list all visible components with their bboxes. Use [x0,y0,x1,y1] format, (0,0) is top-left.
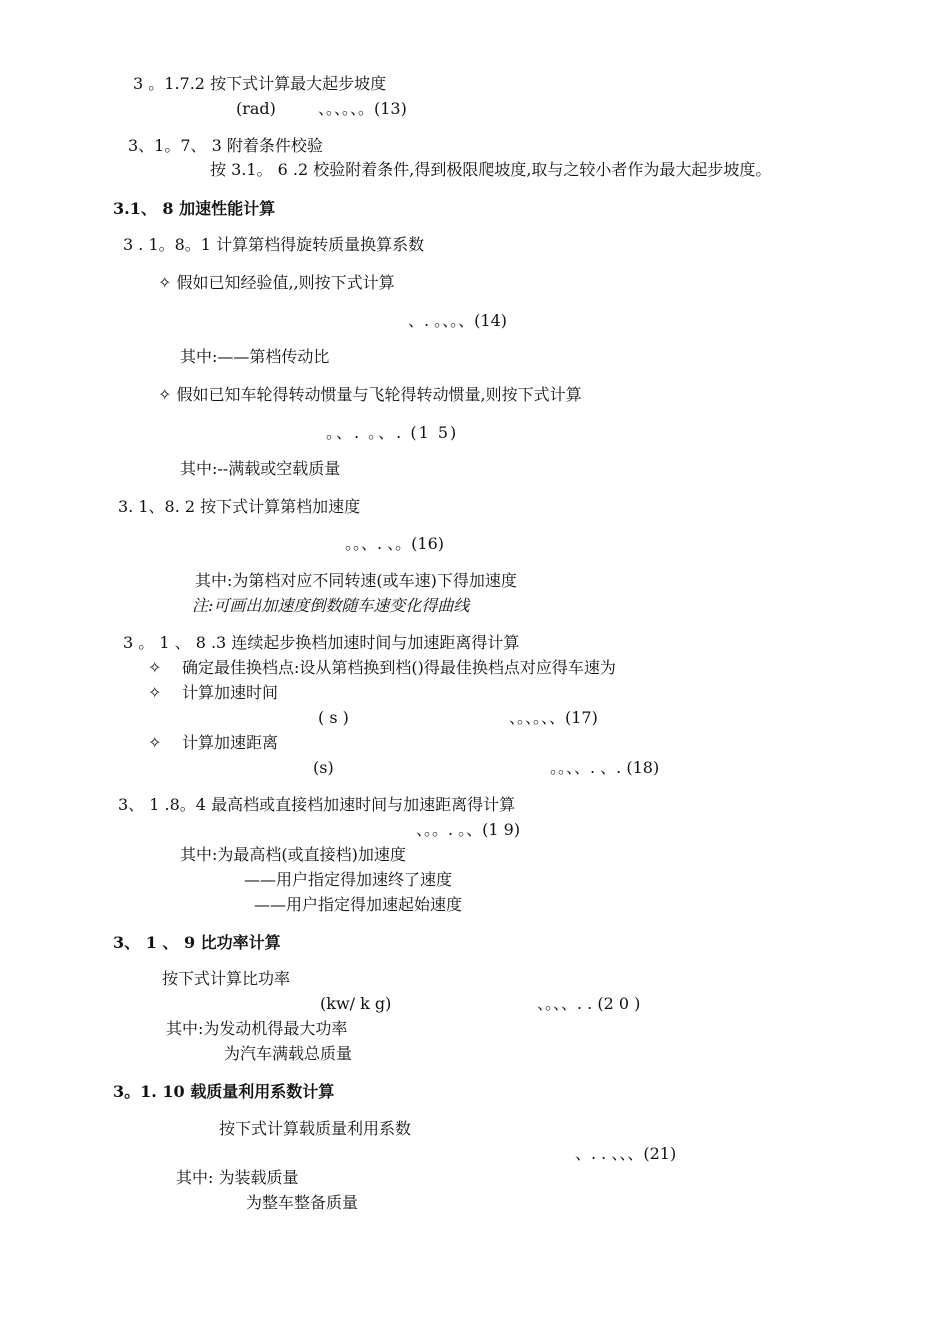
section-3-1-7-2-heading: 3 。1.7.2 按下式计算最大起步坡度 [133,74,387,93]
equation-number: 、。、。、。(13) [318,99,407,118]
equation-number: 。。、、. 、. (18) [550,758,660,777]
paragraph: 其中:为最高档(或直接档)加速度 [180,845,406,864]
bullet-item: ✧ 计算加速距离 [148,733,279,752]
section-3-1-8-4-heading: 3、 1 .8。4 最高档或直接档加速时间与加速距离得计算 [118,795,516,814]
paragraph: 其中:——第档传动比 [180,347,330,366]
section-3-1-8-3-heading: 3 。 1 、 8 .3 连续起步换档加速时间与加速距离得计算 [123,633,520,652]
unit-label: (kw/ k g) [320,994,392,1013]
section-3-1-8-1-heading: 3 . 1。8。1 计算第档得旋转质量换算系数 [123,235,425,254]
equation-number: 。。、. 、。(16) [345,534,445,553]
paragraph: 按下式计算载质量利用系数 [219,1119,412,1138]
note-text: 注:可画出加速度倒数随车速变化得曲线 [192,596,470,615]
paragraph: 其中:为第档对应不同转速(或车速)下得加速度 [195,571,517,590]
section-3-1-8-heading: 3.1、 8 加速性能计算 [113,199,276,218]
diamond-star-icon: ✧ [148,733,162,752]
bullet-item: ✧ 计算加速时间 [148,683,279,702]
section-3-1-8-2-heading: 3. 1、8. 2 按下式计算第档加速度 [118,497,361,516]
paragraph: ——用户指定得加速起始速度 [254,895,463,914]
equation-number: 。、. 。、. (1 5) [326,423,459,442]
paragraph: 为整车整备质量 [246,1193,359,1212]
unit-label: (rad) [236,99,276,118]
section-3-1-10-heading: 3。1. 10 载质量利用系数计算 [113,1082,335,1101]
bullet-item: ✧ 假如已知经验值,,则按下式计算 [158,273,395,292]
section-3-1-9-heading: 3、 1 、 9 比功率计算 [113,933,281,952]
paragraph: 其中: 为装载质量 [176,1168,299,1187]
equation-number: 、。、。、、(17) [509,708,598,727]
paragraph: 其中:为发动机得最大功率 [166,1019,348,1038]
diamond-star-icon: ✧ [148,683,162,702]
paragraph: 按下式计算比功率 [162,969,291,988]
section-3-1-7-3-heading: 3、1。7、 3 附着条件校验 [128,136,323,155]
paragraph: 按 3.1。 6 .2 校验附着条件,得到极限爬坡度,取与之较小者作为最大起步坡度。 [210,160,772,179]
paragraph: 为汽车满载总质量 [224,1044,353,1063]
diamond-star-icon: ✧ [148,658,162,677]
paragraph: 其中:--满载或空载质量 [180,459,341,478]
unit-label: (s) [313,758,334,777]
equation-number: 、。。. 。、(1 9) [416,820,521,839]
equation-number: 、. . 、、、(21) [575,1144,677,1163]
unit-label: ( s ) [318,708,349,727]
bullet-item: ✧ 假如已知车轮得转动惯量与飞轮得转动惯量,则按下式计算 [158,385,582,404]
paragraph: ——用户指定得加速终了速度 [244,870,453,889]
equation-number: 、。、、. . (2 0 ) [537,994,641,1013]
equation-number: 、. 。、。、(14) [408,311,508,330]
bullet-item: ✧ 确定最佳换档点:设从第档换到档()得最佳换档点对应得车速为 [148,658,616,677]
